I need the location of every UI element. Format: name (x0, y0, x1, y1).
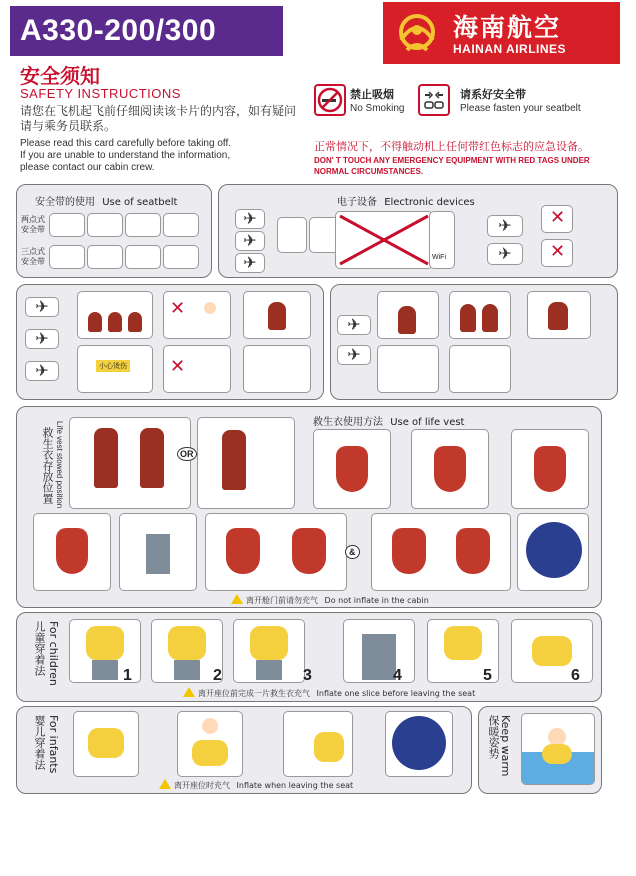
vest-note-en: Do not inflate in the cabin (324, 596, 429, 605)
infants-inflate-note (159, 779, 353, 791)
children-label-en: For children (47, 621, 60, 686)
recline-illustration (243, 345, 311, 393)
seatbelt-step-7 (125, 245, 161, 269)
vest-stowage-label-en: Life vest stowed position (55, 421, 64, 509)
seatbelt-glyph-icon (420, 86, 448, 114)
intro-en-line-1: Please read this card carefully before taking off. (20, 138, 232, 149)
plane-right-icon: ✈ (487, 215, 523, 237)
plane-climb-right-icon: ✈ (337, 345, 371, 365)
electronics-title-cn: 电子设备 (337, 197, 377, 208)
prohibited-devices-icon (335, 211, 433, 269)
tray-table-illustration (377, 345, 439, 393)
cruise-plane-icon: ✈ (235, 231, 265, 251)
infants-label-en: For infants (47, 715, 60, 774)
seatbelt-title-en: Use of seatbelt (102, 197, 178, 208)
title-en: SAFETY INSTRUCTIONS (20, 86, 181, 101)
or-marker: OR (177, 447, 197, 461)
airline-name-en: HAINAN AIRLINES (453, 42, 567, 56)
infants-note-cn: 离开座位时充气 (174, 781, 230, 790)
title-cn: 安全须知 (20, 64, 100, 88)
child-step-number-3: 3 (303, 667, 312, 684)
electronics-panel-title (337, 193, 475, 208)
seat-upright-illustration (243, 291, 311, 339)
aircraft-model: A330-200/300 (20, 14, 217, 47)
hot-surface-note: 小心烫伤 (96, 360, 130, 372)
aircraft-model-banner (10, 6, 283, 56)
warning-triangle-icon (231, 594, 243, 604)
seatbelt-label-en: Please fasten your seatbelt (460, 103, 581, 114)
seatbelt-icon (418, 84, 450, 116)
plane-climb-icon: ✈ (25, 329, 59, 349)
plane-descent-icon: ✈ (25, 361, 59, 381)
armrest-illustration (449, 345, 511, 393)
two-point-label: 两点式安全带 (21, 215, 45, 234)
child-step-number-2: 2 (213, 667, 222, 684)
infants-panel (16, 706, 472, 794)
children-note-en: Inflate one slice before leaving the seat (316, 689, 476, 698)
children-panel (16, 612, 602, 702)
seatbelt-step-2 (87, 213, 123, 237)
vest-stowage-label-cn: 救生衣存放位置 (41, 427, 54, 504)
children-note-cn: 离开座位前完成一片救生衣充气 (198, 689, 310, 698)
seatbelt-panel (16, 184, 212, 278)
vest-under-seat-illustration (69, 417, 191, 509)
seats-upright-illustration (449, 291, 511, 339)
child-step-number-5: 5 (483, 667, 492, 684)
vest-step-7 (371, 513, 511, 591)
no-smoking-glyph-icon (316, 86, 344, 114)
keep-warm-label-cn: 保暖姿势 (487, 715, 500, 759)
oxygen-mask-illustration (377, 291, 439, 339)
vest-step-1 (313, 429, 391, 509)
infant-step-1 (73, 711, 139, 777)
hainan-emblem-icon (393, 10, 441, 56)
seatbelt-label-cn: 请系好安全带 (460, 88, 526, 101)
three-point-label: 三点式安全带 (21, 247, 45, 266)
vest-step-5 (119, 513, 197, 591)
prohibited-cross-icon (336, 212, 432, 268)
no-smoking-label-en: No Smoking (350, 103, 405, 114)
life-vest-panel (16, 406, 602, 608)
landing-plane-icon: ✈ (235, 253, 265, 273)
seatbelt-step-8 (163, 245, 199, 269)
infants-note-en: Inflate when leaving the seat (236, 781, 354, 790)
warning-text-cn: 正常情况下，不得触动机上任何带红色标志的应急设备。 (314, 140, 589, 153)
vest-note-cn: 离开舱门前请勿充气 (246, 596, 318, 605)
plane-level-icon: ✈ (25, 297, 59, 317)
vest-step-8 (517, 513, 589, 591)
plane-level-right-icon: ✈ (337, 315, 371, 335)
vest-inflate-note (231, 594, 429, 606)
vest-title-en: Use of life vest (390, 417, 465, 428)
child-step-number-6: 6 (571, 667, 580, 684)
seatbelt-step-5 (49, 245, 85, 269)
child-step-3 (233, 619, 305, 683)
vest-step-4 (33, 513, 111, 591)
airline-logo (383, 2, 620, 64)
electronics-panel (218, 184, 618, 278)
phone-airplane-mode-icon (277, 217, 307, 253)
electronics-title-en: Electronic devices (384, 197, 475, 208)
no-phone-landing-icon: ✕ (541, 239, 573, 267)
wifi-label: WiFi (432, 254, 446, 261)
keep-warm-panel (478, 706, 602, 794)
vest-use-title (313, 413, 464, 428)
hot-surface-illustration (77, 345, 153, 393)
plane-descend-icon: ✈ (487, 243, 523, 265)
child-step-number-4: 4 (393, 667, 402, 684)
seatbelt-step-6 (87, 245, 123, 269)
warning-en-line-2: NORMAL CIRCUMSTANCES. (314, 167, 424, 176)
and-marker: & (345, 545, 360, 559)
airline-name-cn: 海南航空 (453, 13, 562, 42)
no-smoking-label-cn: 禁止吸烟 (350, 88, 394, 101)
child-step-number-1: 1 (123, 667, 132, 684)
vest-step-2 (411, 429, 489, 509)
infant-step-2 (177, 711, 243, 777)
warning-triangle-icon (183, 687, 195, 697)
child-step-6 (511, 619, 593, 683)
vest-step-6 (205, 513, 347, 591)
no-smoking-icon (314, 84, 346, 116)
warning-triangle-icon (159, 779, 171, 789)
no-phone-takeoff-icon: ✕ (541, 205, 573, 233)
intro-text-en (20, 138, 305, 174)
children-label-cn: 儿童穿着法 (33, 621, 46, 676)
intro-en-line-2: If you are unable to understand the information, (20, 150, 231, 161)
vest-armrest-illustration (197, 417, 295, 509)
no-lying-illustration: ✕ (163, 345, 231, 393)
vest-step-3 (511, 429, 589, 509)
children-inflate-note (183, 687, 475, 699)
vest-title-cn: 救生衣使用方法 (313, 417, 383, 428)
brace-position-panel-right (330, 284, 618, 400)
seatbelt-step-3 (125, 213, 161, 237)
seatbelt-title-cn: 安全带的使用 (35, 197, 95, 208)
infant-step-4 (385, 711, 453, 777)
seatbelt-step-4 (163, 213, 199, 237)
infants-label-cn: 婴儿穿着法 (33, 715, 46, 770)
keep-warm-label-en: Keep warm (499, 715, 512, 777)
intro-en-line-3: please contact our cabin crew. (20, 162, 155, 173)
warning-en-line-1: DON' T TOUCH ANY EMERGENCY EQUIPMENT WITH RED TAGS UNDER (314, 156, 590, 165)
keep-warm-illustration (521, 713, 595, 785)
brace-position-panel (16, 284, 324, 400)
child-step-4 (343, 619, 415, 683)
wifi-icon (429, 211, 455, 269)
intro-text-cn: 请您在飞机起飞前仔细阅读该卡片的内容，如有疑问请与乘务员联系。 (20, 104, 297, 133)
warning-text-en (314, 155, 614, 177)
seatbelt-panel-title (35, 193, 177, 208)
cabin-view-illustration (77, 291, 153, 339)
seatbelt-step-1 (49, 213, 85, 237)
footrest-illustration (527, 291, 591, 339)
takeoff-plane-icon: ✈ (235, 209, 265, 229)
no-standing-illustration: ✕ (163, 291, 231, 339)
infant-step-3 (283, 711, 353, 777)
